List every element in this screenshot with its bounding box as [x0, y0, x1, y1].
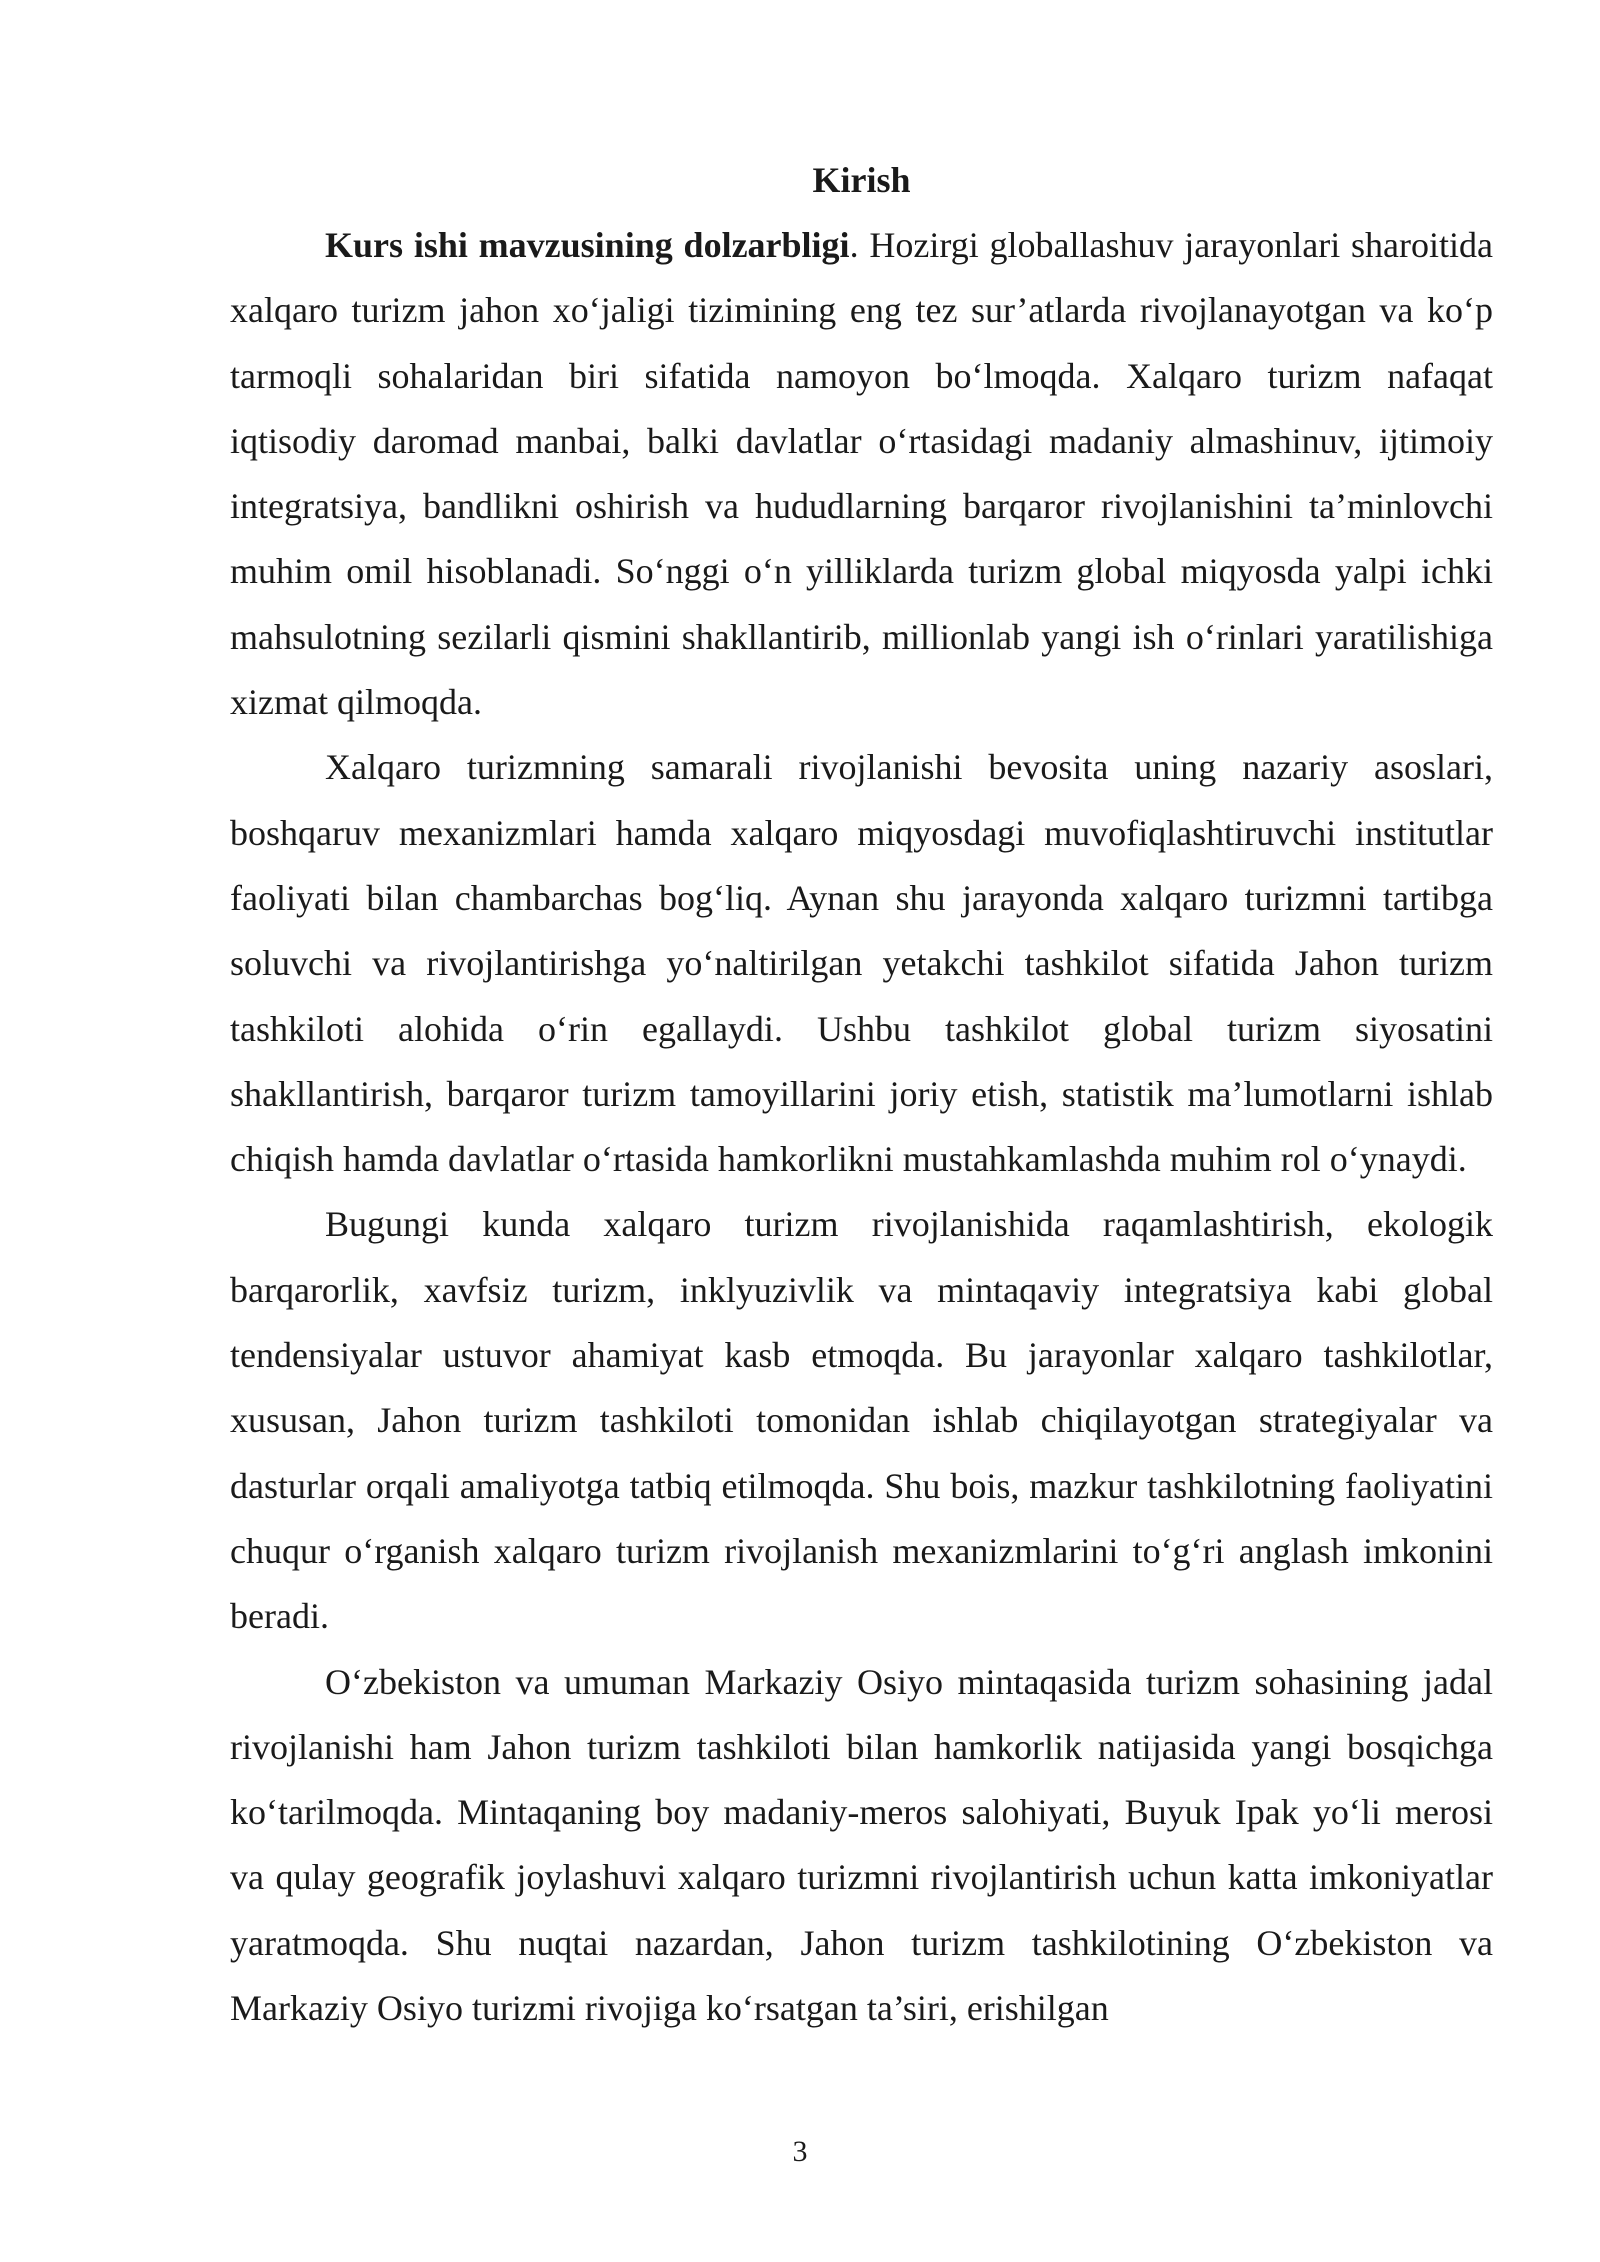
page-number: 3	[792, 2135, 808, 2168]
paragraph-2: Xalqaro turizmning samarali rivojlanishi bevosita uning nazariy asoslari, boshqaruv mexanizmlari hamda xalqaro miqyosdagi muvofiqlashtiruvchi institutlar faoliyati bilan chambarchas bog‘liq. Aynan shu jarayonda xalqaro turizmni tartibga soluvchi va rivojlantirishga yo‘naltirilgan yetakchi tashkilot sifatida Jahon turizm tashkiloti alohida o‘rin egallaydi. Ushbu tashkilot global turizm siyosatini shakllantirish, barqaror turizm tamoyillarini joriy etish, statistik ma’lumotlarni ishlab chiqish hamda davlatlar o‘rtasida hamkorlikni mustahkamlashda muhim rol o‘ynaydi.	[230, 747, 1493, 1180]
section-title: Kirish	[812, 160, 911, 200]
paragraph-1	[230, 213, 1493, 735]
document-page	[230, 148, 1493, 2041]
paragraph-3: Bugungi kunda xalqaro turizm rivojlanishida raqamlashtirish, ekologik barqarorlik, xavfsiz turizm, inklyuzivlik va mintaqaviy integratsiya kabi global tendensiyalar ustuvor ahamiyat kasb etmoqda. Bu jarayonlar xalqaro tashkilotlar, xususan, Jahon turizm tashkiloti tomonidan ishlab chiqilayotgan strategiyalar va dasturlar orqali amaliyotga tatbiq etilmoqda. Shu bois, mazkur tashkilotning faoliyatini chuqur o‘rganish xalqaro turizm rivojlanish mexanizmlarini to‘g‘ri anglash imkonini beradi.	[230, 1204, 1493, 1637]
paragraph-4: O‘zbekiston va umuman Markaziy Osiyo mintaqasida turizm sohasining jadal rivojlanishi ham Jahon turizm tashkiloti bilan hamkorlik natijasida yangi bosqichga ko‘tarilmoqda. Mintaqaning boy madaniy-meros salohiyati, Buyuk Ipak yo‘li merosi va qulay geografik joylashuvi xalqaro turizmni rivojlantirish uchun katta imkoniyatlar yaratmoqda. Shu nuqtai nazardan, Jahon turizm tashkilotining O‘zbekiston va Markaziy Osiyo turizmi rivojiga ko‘rsatgan ta’siri, erishilgan	[230, 1661, 1493, 2029]
paragraph-1-text: . Hozirgi globallashuv jarayonlari sharoitida xalqaro turizm jahon xo‘jaligi tizimining eng tez sur’atlarda rivojlanayotgan va ko‘p tarmoqli sohalaridan biri sifatida namoyon bo‘lmoqda. Xalqaro turizm nafaqat iqtisodiy daromad manbai, balki davlatlar o‘rtasidagi madaniy almashinuv, ijtimoiy integratsiya, bandlikni oshirish va hududlarning barqaror rivojlanishini ta’minlovchi muhim omil hisoblanadi. So‘nggi o‘n yilliklarda turizm global miqyosda yalpi ichki mahsulotning sezilarli qismini shakllantirib, millionlab yangi ish o‘rinlari yaratilishiga xizmat qilmoqda.	[230, 225, 1494, 723]
paragraph-lead-heading: Kurs ishi mavzusining dolzarbligi	[325, 225, 850, 265]
